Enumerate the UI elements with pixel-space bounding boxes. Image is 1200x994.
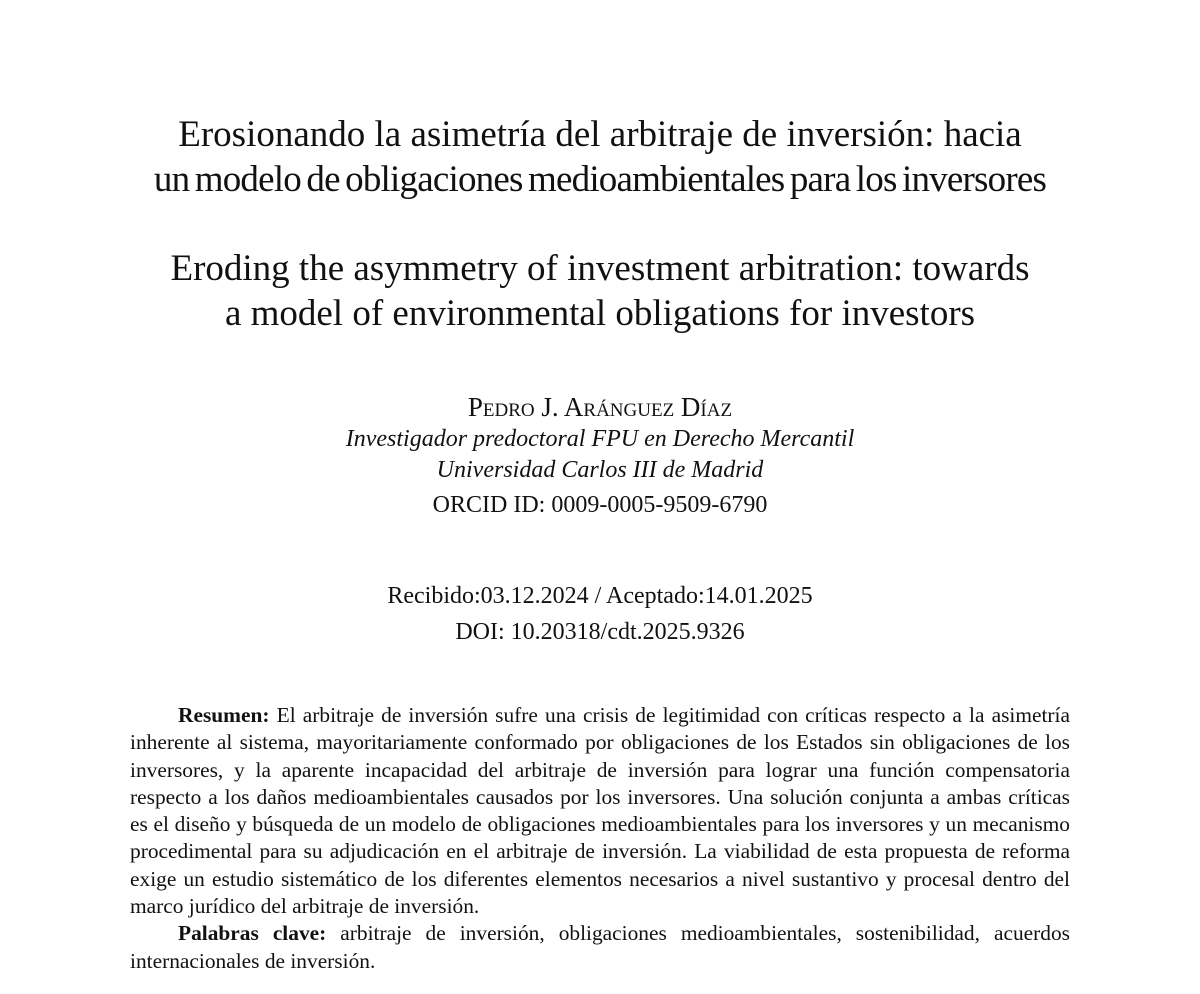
keywords-text: arbitraje de inversión, obligaciones medioambientales, sostenibilidad, acuerdos internacionales de inversión. — [130, 921, 1070, 973]
keywords-label: Palabras clave: — [178, 921, 327, 946]
paper-first-page — [130, 0, 1070, 994]
abstract-text: El arbitraje de inversión sufre una crisis de legitimidad con críticas respecto a la asimetría inherente al sistema, mayoritariamente conformado por obligaciones de los Estados sin obligaciones de los inversores, y la aparente incapacidad del arbitraje de inversión para lograr una función compensatoria respecto a los daños medioambientales causados por los inversores. Una solución conjunta a ambas críticas es el diseño y búsqueda de un modelo de obligaciones medioambientales para los inversores y un mecanismo procedimental para su adjudicación en el arbitraje de inversión. La viabilidad de esta propuesta de reforma exige un estudio sistemático de los diferentes elementos necesarios a nivel sustantivo y procesal dentro del marco jurídico del arbitraje de inversión. — [130, 703, 1070, 919]
author-position: Investigador predoctoral FPU en Derecho Mercantil — [345, 426, 855, 452]
title-spanish-line-2: un modelo de obligaciones medioambientales para los inversores — [153, 159, 1047, 200]
title-spanish — [130, 112, 1070, 202]
abstract-paragraph — [130, 702, 1070, 920]
doi: DOI: 10.20318/cdt.2025.9326 — [455, 619, 745, 645]
abstract-label: Resumen: — [178, 703, 270, 727]
author-orcid: ORCID ID: 0009-0005-9509-6790 — [432, 492, 768, 518]
keywords-paragraph — [130, 920, 1070, 975]
title-english-line-1: Eroding the asymmetry of investment arbitration: towards — [170, 248, 1030, 289]
publication-info — [130, 578, 1070, 650]
title-english — [130, 246, 1070, 336]
title-english-line-2: a model of environmental obligations for investors — [224, 293, 976, 334]
received-accepted-dates: Recibido:03.12.2024 / Aceptado:14.01.2025 — [387, 583, 813, 609]
abstract-section — [130, 702, 1070, 975]
author-name: Pedro J. Aránguez Díaz — [467, 392, 733, 422]
title-spanish-line-1: Erosionando la asimetría del arbitraje de inversión: hacia — [178, 114, 1022, 155]
author-block — [130, 390, 1070, 522]
author-affiliation: Universidad Carlos III de Madrid — [436, 457, 764, 483]
